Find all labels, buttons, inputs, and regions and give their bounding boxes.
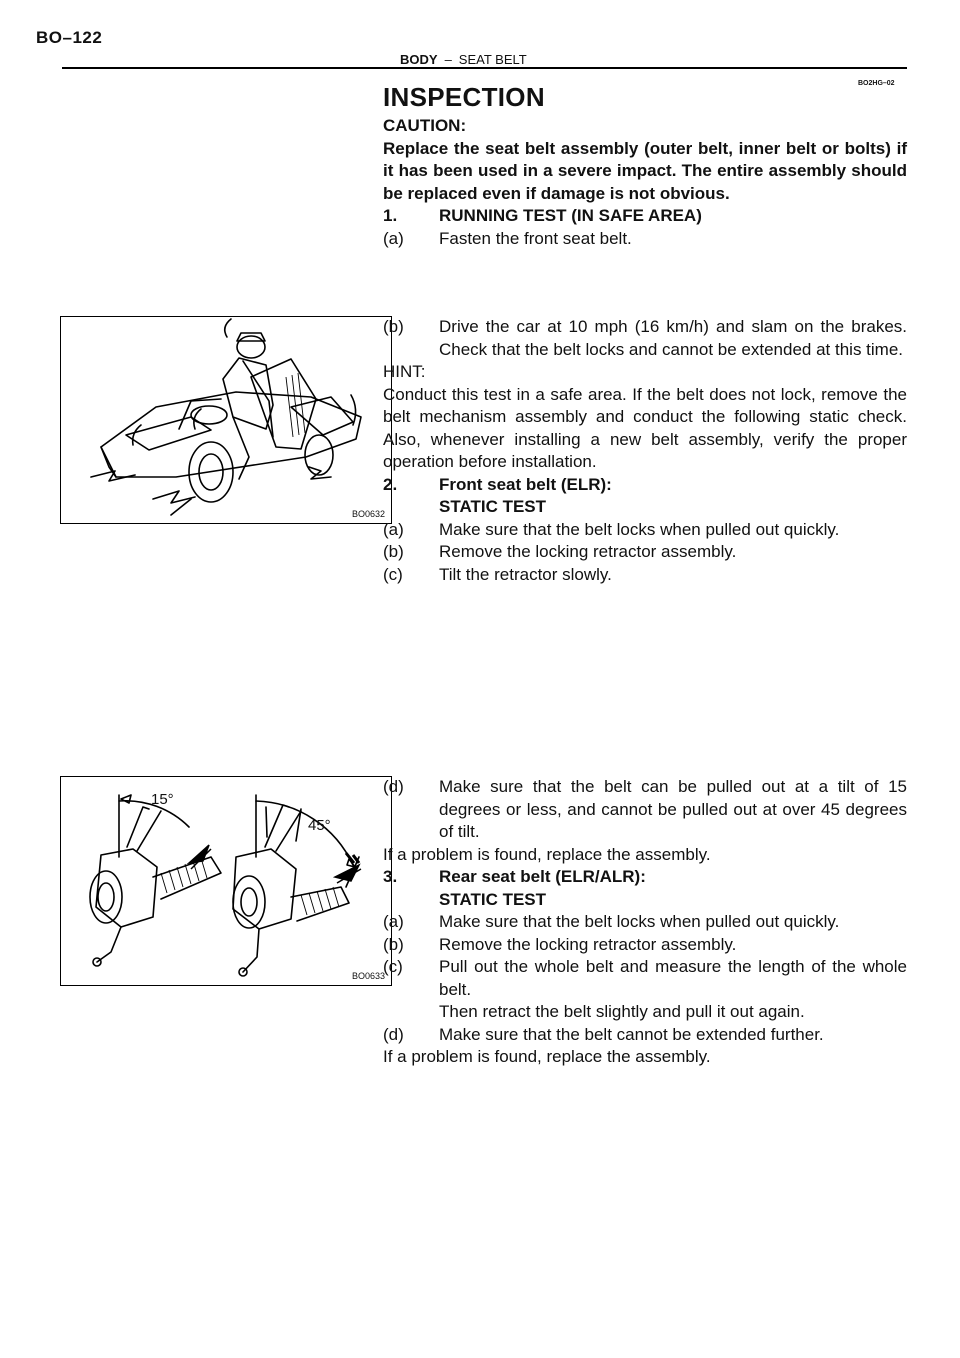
caution-text: Replace the seat belt assembly (outer belt, inner belt or bolts) if it has been used in a severe impact. The entire assembly should be replaced even if damage is not obvious. bbox=[383, 138, 907, 203]
figure-id: BO0632 bbox=[351, 509, 385, 519]
item-text: Drive the car at 10 mph (16 km/h) and slam on the brakes. Check that the belt locks and cannot be extended at this time. bbox=[439, 317, 907, 359]
step-1 bbox=[383, 205, 907, 228]
step-2 bbox=[383, 474, 907, 497]
step-3-number: 3. bbox=[383, 867, 398, 886]
item-label: (a) bbox=[383, 228, 404, 248]
header-rule bbox=[62, 67, 907, 69]
item-label: (b) bbox=[383, 542, 404, 561]
subsection-title: SEAT BELT bbox=[458, 52, 527, 67]
step-1-item-a bbox=[383, 228, 907, 251]
item-label: (a) bbox=[383, 912, 404, 931]
item-text: Tilt the retractor slowly. bbox=[439, 564, 612, 584]
angle-15-label: 15° bbox=[151, 791, 174, 808]
figure-retractor-tilt bbox=[60, 776, 392, 986]
item-text: Make sure that the belt cannot be extended further. bbox=[439, 1024, 824, 1044]
item-text: Remove the locking retractor assembly. bbox=[439, 934, 737, 954]
item-label: (b) bbox=[383, 317, 404, 336]
item-label: (c) bbox=[383, 564, 403, 584]
hint-text: Conduct this test in a safe area. If the belt does not lock, remove the belt mechanism assembly and conduct the following static check. Also, whenever installing a new belt assembly, verify the proper operation before installation. bbox=[383, 384, 907, 471]
step-1-title: RUNNING TEST (IN SAFE AREA) bbox=[439, 206, 702, 225]
page-number: BO–122 bbox=[36, 28, 103, 47]
document-code: BO2HG–02 bbox=[858, 80, 895, 87]
step-3-item-d bbox=[383, 1024, 907, 1047]
item-text: Pull out the whole belt and measure the length of the whole belt. bbox=[439, 957, 907, 999]
problem-note: If a problem is found, replace the assembly. bbox=[383, 1047, 711, 1066]
step-2-subtitle: STATIC TEST bbox=[439, 497, 547, 516]
step-3-item-c-continued: Then retract the belt slightly and pull it out again. bbox=[439, 1002, 805, 1021]
item-label: (b) bbox=[383, 934, 404, 954]
angle-45-label: 45° bbox=[308, 817, 331, 834]
hint-label: HINT: bbox=[383, 362, 426, 381]
front-belt-block bbox=[383, 316, 907, 586]
figure-id: BO0633 bbox=[351, 971, 385, 981]
step-3 bbox=[383, 866, 907, 889]
step-2-item-d bbox=[383, 776, 907, 844]
item-text: Make sure that the belt locks when pulled out quickly. bbox=[439, 519, 840, 539]
step-3-item-b bbox=[383, 934, 907, 957]
step-2-item-c bbox=[383, 564, 907, 587]
header-separator: – bbox=[444, 52, 452, 67]
step-3-item-c bbox=[383, 956, 907, 1001]
figure-running-test bbox=[60, 316, 392, 524]
rear-belt-block bbox=[383, 776, 907, 1069]
step-3-title: Rear seat belt (ELR/ALR): bbox=[439, 867, 646, 886]
inspection-block bbox=[383, 82, 907, 250]
car-driver-illustration bbox=[61, 317, 391, 523]
step-2-number: 2. bbox=[383, 474, 398, 494]
step-1-item-b bbox=[383, 316, 907, 361]
step-3-item-a bbox=[383, 911, 907, 934]
retractor-tilt-illustration bbox=[61, 777, 391, 985]
item-label: (a) bbox=[383, 519, 404, 539]
step-1-number: 1. bbox=[383, 206, 398, 225]
item-text: Make sure that the belt locks when pulled out quickly. bbox=[439, 912, 840, 931]
step-2-item-b bbox=[383, 541, 907, 564]
item-text: Fasten the front seat belt. bbox=[439, 228, 632, 248]
step-2-title: Front seat belt (ELR): bbox=[439, 474, 612, 494]
item-label: (d) bbox=[383, 1024, 404, 1044]
caution-label: CAUTION: bbox=[383, 116, 467, 135]
section-title: BODY bbox=[400, 52, 438, 67]
step-2-item-a bbox=[383, 519, 907, 542]
item-text: Remove the locking retractor assembly. bbox=[439, 542, 737, 561]
step-3-subtitle: STATIC TEST bbox=[439, 889, 547, 909]
section-header bbox=[400, 52, 527, 67]
item-text: Make sure that the belt can be pulled out at a tilt of 15 degrees or less, and cannot be pulled out at over 45 degrees of tilt. bbox=[439, 777, 907, 841]
item-label: (c) bbox=[383, 957, 403, 976]
item-label: (d) bbox=[383, 777, 404, 796]
problem-note: If a problem is found, replace the assembly. bbox=[383, 844, 711, 864]
inspection-heading: INSPECTION bbox=[383, 82, 545, 112]
